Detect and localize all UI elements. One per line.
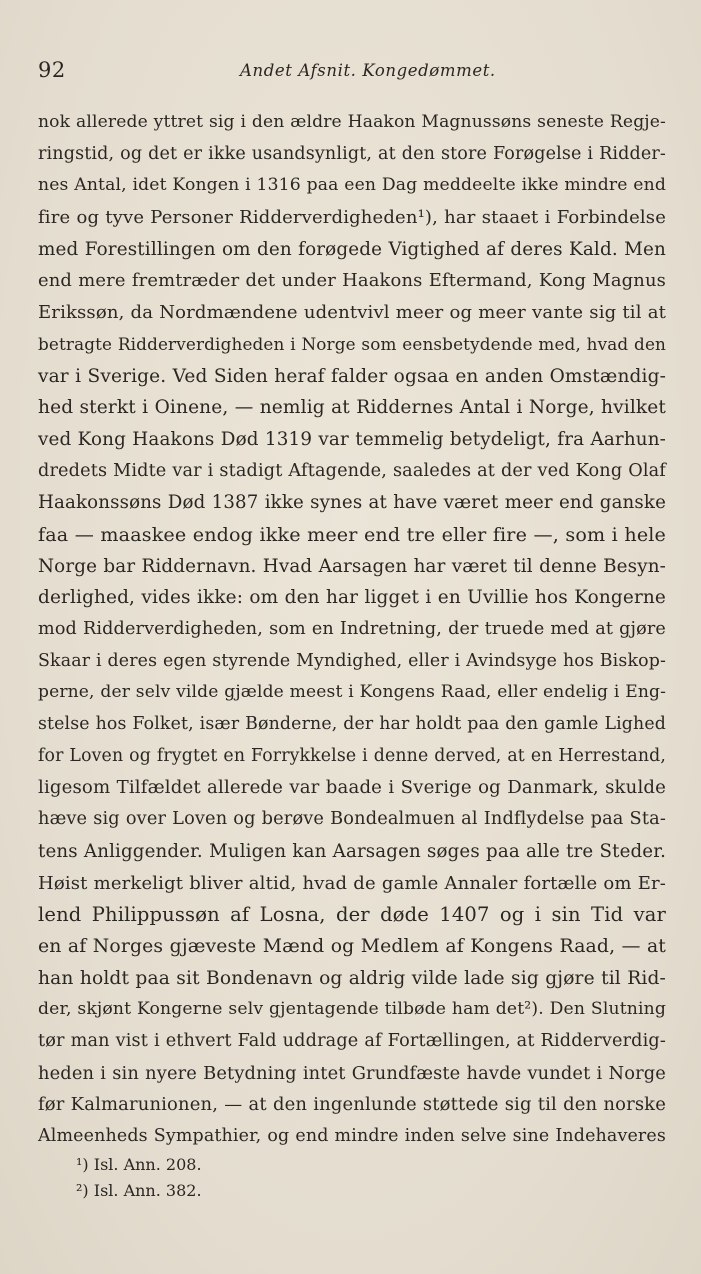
text-line: Norge bar Riddernavn. Hvad Aarsagen har været til denne Besyn- [38,555,666,577]
text-line: perne, der selv vilde gjælde meest i Kongens Raad, eller endelig i Eng- [38,682,666,703]
text-line: stelse hos Folket, især Bønderne, der har holdt paa den gamle Lighed [38,714,666,735]
footnote: ²) Isl. Ann. 382. [76,1181,202,1200]
text-line: Høist merkeligt bliver altid, hvad de gamle Annaler fortælle om Er- [38,872,666,894]
text-line: ved Kong Haakons Død 1319 var temmelig betydeligt, fra Aarhun- [38,428,666,450]
text-line: betragte Ridderverdigheden i Norge som eensbetydende med, hvad den [38,333,666,354]
text-line: Haakonssøns Død 1387 ikke synes at have været meer end ganske [38,492,666,514]
text-line: en af Norges gjæveste Mænd og Medlem af Kongens Raad, — at [38,935,666,957]
text-line: nes Antal, idet Kongen i 1316 paa een Dag meddeelte ikke mindre end [38,175,666,196]
text-line: før Kalmarunionen, — at den ingenlunde støttede sig til den norske [38,1094,666,1116]
text-line: fire og tyve Personer Ridderverdigheden¹), har staaet i Forbindelse [38,207,666,229]
page-header [38,58,666,86]
text-line: med Forestillingen om den forøgede Vigtighed af deres Kald. Men [38,238,666,260]
footnote: ¹) Isl. Ann. 208. [76,1155,202,1174]
text-line: nok allerede yttret sig i den ældre Haakon Magnussøns seneste Regje- [38,112,666,132]
text-line: dredets Midte var i stadigt Aftagende, saaledes at der ved Kong Olaf [38,460,666,481]
text-line: ligesom Tilfældet allerede var baade i Sverige og Danmark, skulde [38,777,666,799]
text-line: han holdt paa sit Bondenavn og aldrig vilde lade sig gjøre til Rid- [38,967,666,989]
text-line: hæve sig over Loven og berøve Bondealmuen al Indflydelse paa Sta- [38,809,666,830]
running-head: Andet Afsnit. Kongedømmet. [240,61,496,80]
text-line: tør man vist i ethvert Fald uddrage af Fortællingen, at Ridderverdig- [38,1030,666,1051]
text-line: Skaar i deres egen styrende Myndighed, eller i Avindsyge hos Biskop- [38,650,666,671]
text-line: heden i sin nyere Betydning intet Grundfæste havde vundet i Norge [38,1062,666,1084]
text-line: end mere fremtræder det under Haakons Eftermand, Kong Magnus [38,270,666,292]
text-line: var i Sverige. Ved Siden heraf falder ogsaa en anden Omstændig- [38,365,666,387]
text-line: derlighed, vides ikke: om den har ligget i en Uvillie hos Kongerne [38,587,666,609]
footnotes [76,1152,476,1204]
text-line: der, skjønt Kongerne selv gjentagende tilbøde ham det²). Den Slutning [38,999,666,1020]
page-number: 92 [38,58,66,82]
body-text [38,107,666,1153]
text-line: faa — maaskee endog ikke meer end tre eller fire —, som i hele [38,522,666,546]
text-line: for Loven og frygtet en Forrykkelse i denne derved, at en Herrestand, [38,745,666,766]
text-line: Almeenheds Sympathier, og end mindre inden selve sine Indehaveres [38,1126,666,1146]
text-line: tens Anliggender. Muligen kan Aarsagen søges paa alle tre Steder. [38,840,666,862]
text-line: mod Ridderverdigheden, som en Indretning, der truede med at gjøre [38,619,666,639]
text-line: hed sterkt i Oinene, — nemlig at Riddernes Antal i Norge, hvilket [38,397,666,419]
text-line: ringstid, og det er ikke usandsynligt, at den store Forøgelse i Ridder- [38,143,666,164]
text-line: lend Philippussøn af Losna, der døde 1407 og i sin Tid var [38,903,666,927]
text-line: Erikssøn, da Nordmændene udentvivl meer og meer vante sig til at [38,302,666,324]
